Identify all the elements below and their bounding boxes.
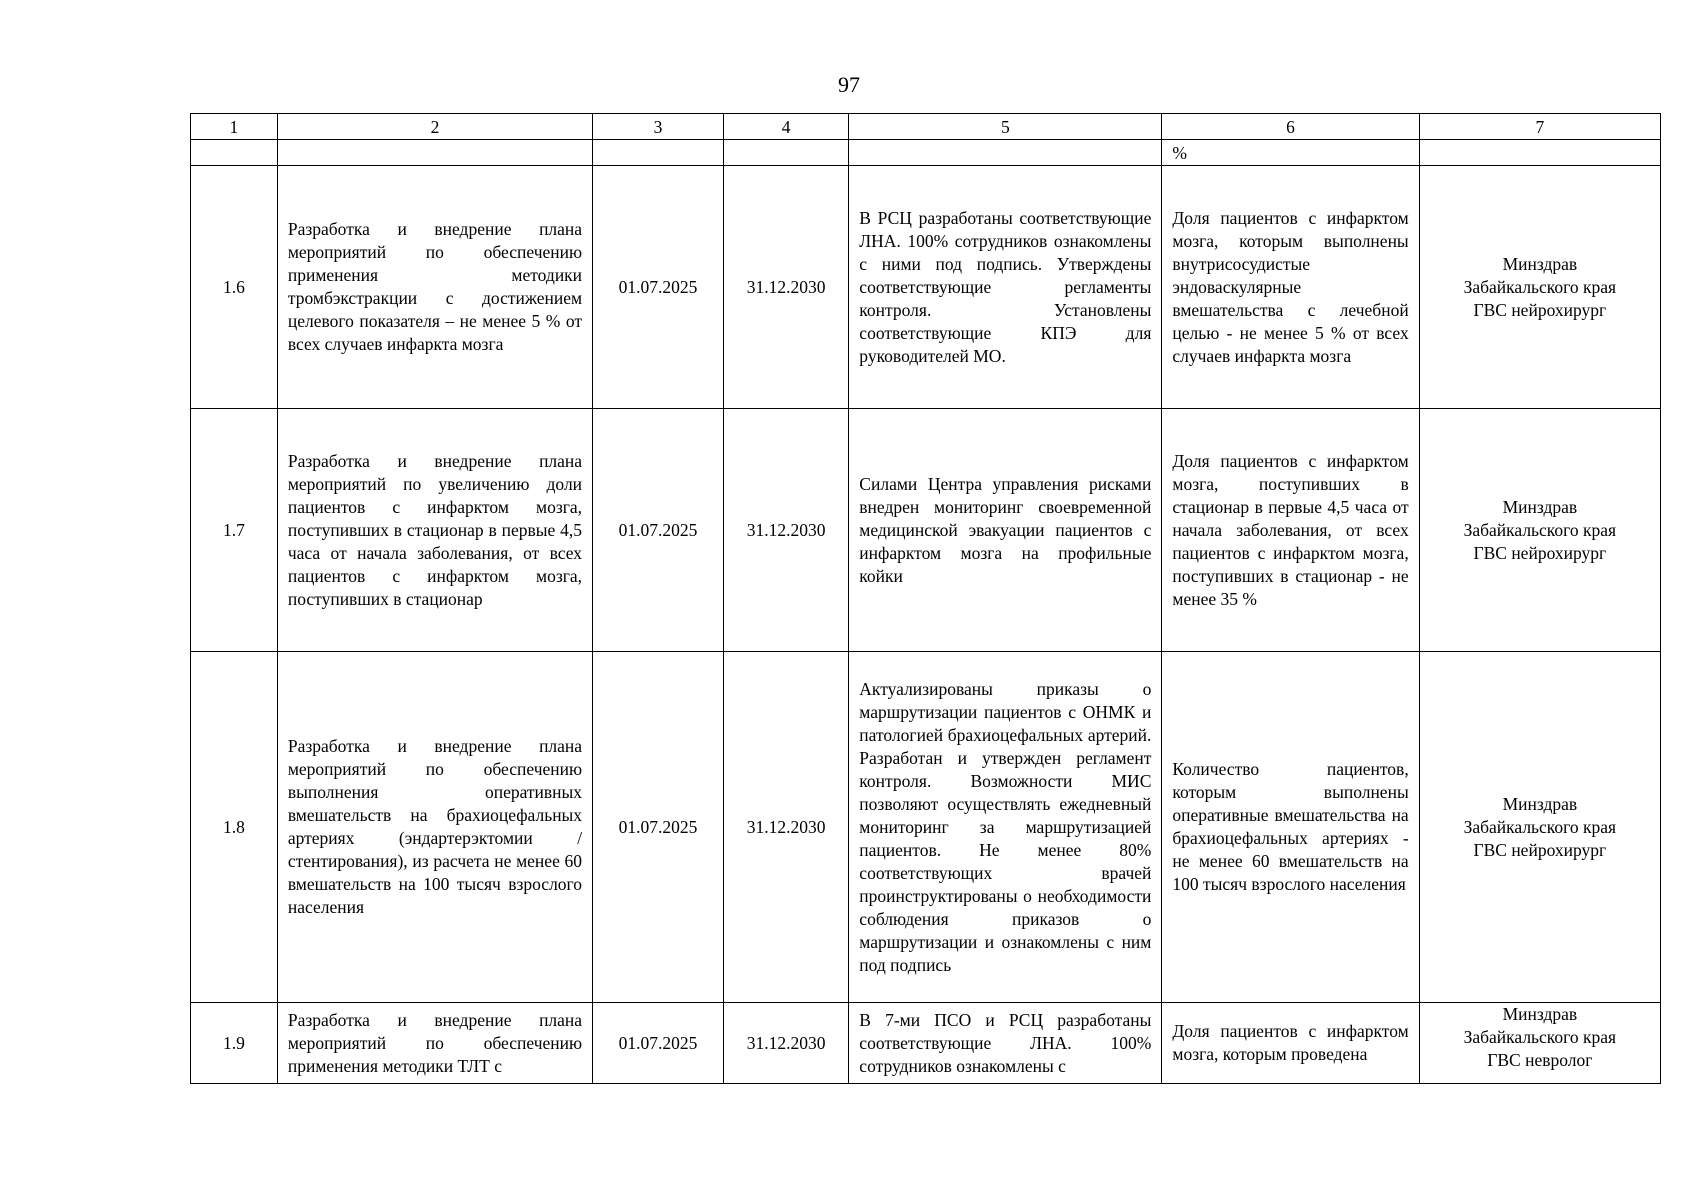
responsible-cell	[1419, 409, 1660, 652]
responsible-line: ГВС нейрохирург	[1473, 542, 1607, 563]
result-cell: Актуализированы приказы о маршрутизации пациентов с ОНМК и патологией брахиоцефальных артерий. Разработан и утвержден регламент контроля. Возможности МИС позволяют осуществлять ежедневный мониторинг за маршрутизацией пациентов. Не менее 80% соответствующих врачей проинструктированы о необходимости соблюдения приказов о маршрутизации и ознакомлены с ним под подпись	[849, 652, 1162, 1003]
continuation-cell	[593, 140, 724, 166]
responsible-line: Минздрав	[1502, 496, 1578, 517]
header-cell-4: 4	[723, 114, 848, 140]
continuation-cell	[277, 140, 592, 166]
result-cell: В РСЦ разработаны соответствующие ЛНА. 100% сотрудников ознакомлены с ними под подпись. Утверждены соответствующие регламенты контроля. Установлены соответствующие КПЭ для руководителей МО.	[849, 166, 1162, 409]
header-cell-3: 3	[593, 114, 724, 140]
continuation-row	[191, 140, 1661, 166]
table-row	[191, 166, 1661, 409]
responsible-line: ГВС нейрохирург	[1473, 299, 1607, 320]
end-date-cell: 31.12.2030	[723, 166, 848, 409]
indicator-cell: Количество пациентов, которым выполнены оперативные вмешательства на брахиоцефальных артериях - не менее 60 вмешательств на 100 тысяч взрослого населения	[1162, 652, 1419, 1003]
result-cell: Силами Центра управления рисками внедрен мониторинг своевременной медицинской эвакуации пациентов с инфарктом мозга на профильные койки	[849, 409, 1162, 652]
result-cell: В 7-ми ПСО и РСЦ разработаны соответствующие ЛНА. 100% сотрудников ознакомлены с	[849, 1003, 1162, 1084]
responsible-line: Забайкальского края	[1463, 816, 1617, 837]
header-cell-2: 2	[277, 114, 592, 140]
continuation-indicator-cell: %	[1162, 140, 1419, 166]
responsible-line: Минздрав	[1502, 793, 1578, 814]
header-cell-6: 6	[1162, 114, 1419, 140]
responsible-line: Минздрав	[1502, 1004, 1578, 1024]
end-date-cell: 31.12.2030	[723, 409, 848, 652]
continuation-cell	[191, 140, 278, 166]
start-date-cell: 01.07.2025	[593, 166, 724, 409]
responsible-cell	[1419, 166, 1660, 409]
row-number: 1.9	[191, 1003, 278, 1084]
header-cell-7: 7	[1419, 114, 1660, 140]
table-row	[191, 1003, 1661, 1084]
continuation-cell	[1419, 140, 1660, 166]
start-date-cell: 01.07.2025	[593, 652, 724, 1003]
activity-cell: Разработка и внедрение плана мероприятий по обеспечению выполнения оперативных вмешательств на брахиоцефальных артериях (эндартерэктомии / стентирования), из расчета не менее 60 вмешательств на 100 тысяч взрослого населения	[277, 652, 592, 1003]
activity-cell: Разработка и внедрение плана мероприятий по обеспечению применения методики ТЛТ с	[277, 1003, 592, 1084]
end-date-cell: 31.12.2030	[723, 652, 848, 1003]
indicator-cell: Доля пациентов с инфарктом мозга, которым выполнены внутрисосудистые эндоваскулярные вмешательства с лечебной целью - не менее 5 % от всех случаев инфаркта мозга	[1162, 166, 1419, 409]
end-date-cell: 31.12.2030	[723, 1003, 848, 1084]
row-number: 1.8	[191, 652, 278, 1003]
plan-table	[190, 113, 1661, 1084]
start-date-cell: 01.07.2025	[593, 409, 724, 652]
header-cell-1: 1	[191, 114, 278, 140]
responsible-line: Забайкальского края	[1463, 1027, 1617, 1047]
responsible-line: Забайкальского края	[1463, 519, 1617, 540]
responsible-cell	[1419, 652, 1660, 1003]
table-row	[191, 409, 1661, 652]
table-row	[191, 652, 1661, 1003]
responsible-line: Минздрав	[1502, 253, 1578, 274]
row-number: 1.7	[191, 409, 278, 652]
row-number: 1.6	[191, 166, 278, 409]
start-date-cell: 01.07.2025	[593, 1003, 724, 1084]
responsible-line: ГВС нейрохирург	[1473, 839, 1607, 860]
page-number: 97	[838, 72, 860, 97]
responsible-line: Забайкальского края	[1463, 276, 1617, 297]
indicator-cell: Доля пациентов с инфарктом мозга, поступивших в стационар в первые 4,5 часа от начала заболевания, от всех пациентов с инфарктом мозга, поступивших в стационар - не менее 35 %	[1162, 409, 1419, 652]
continuation-cell	[849, 140, 1162, 166]
responsible-line: ГВС невролог	[1487, 1050, 1593, 1070]
activity-cell: Разработка и внедрение плана мероприятий по обеспечению применения методики тромбэкстракции с достижением целевого показателя – не менее 5 % от всех случаев инфаркта мозга	[277, 166, 592, 409]
responsible-cell	[1419, 1003, 1660, 1084]
indicator-cell: Доля пациентов с инфарктом мозга, которым проведена	[1162, 1003, 1419, 1084]
continuation-cell	[723, 140, 848, 166]
header-cell-5: 5	[849, 114, 1162, 140]
header-row	[191, 114, 1661, 140]
activity-cell: Разработка и внедрение плана мероприятий по увеличению доли пациентов с инфарктом мозга, поступивших в стационар в первые 4,5 часа от начала заболевания, от всех пациентов с инфарктом мозга, поступивших в стационар	[277, 409, 592, 652]
